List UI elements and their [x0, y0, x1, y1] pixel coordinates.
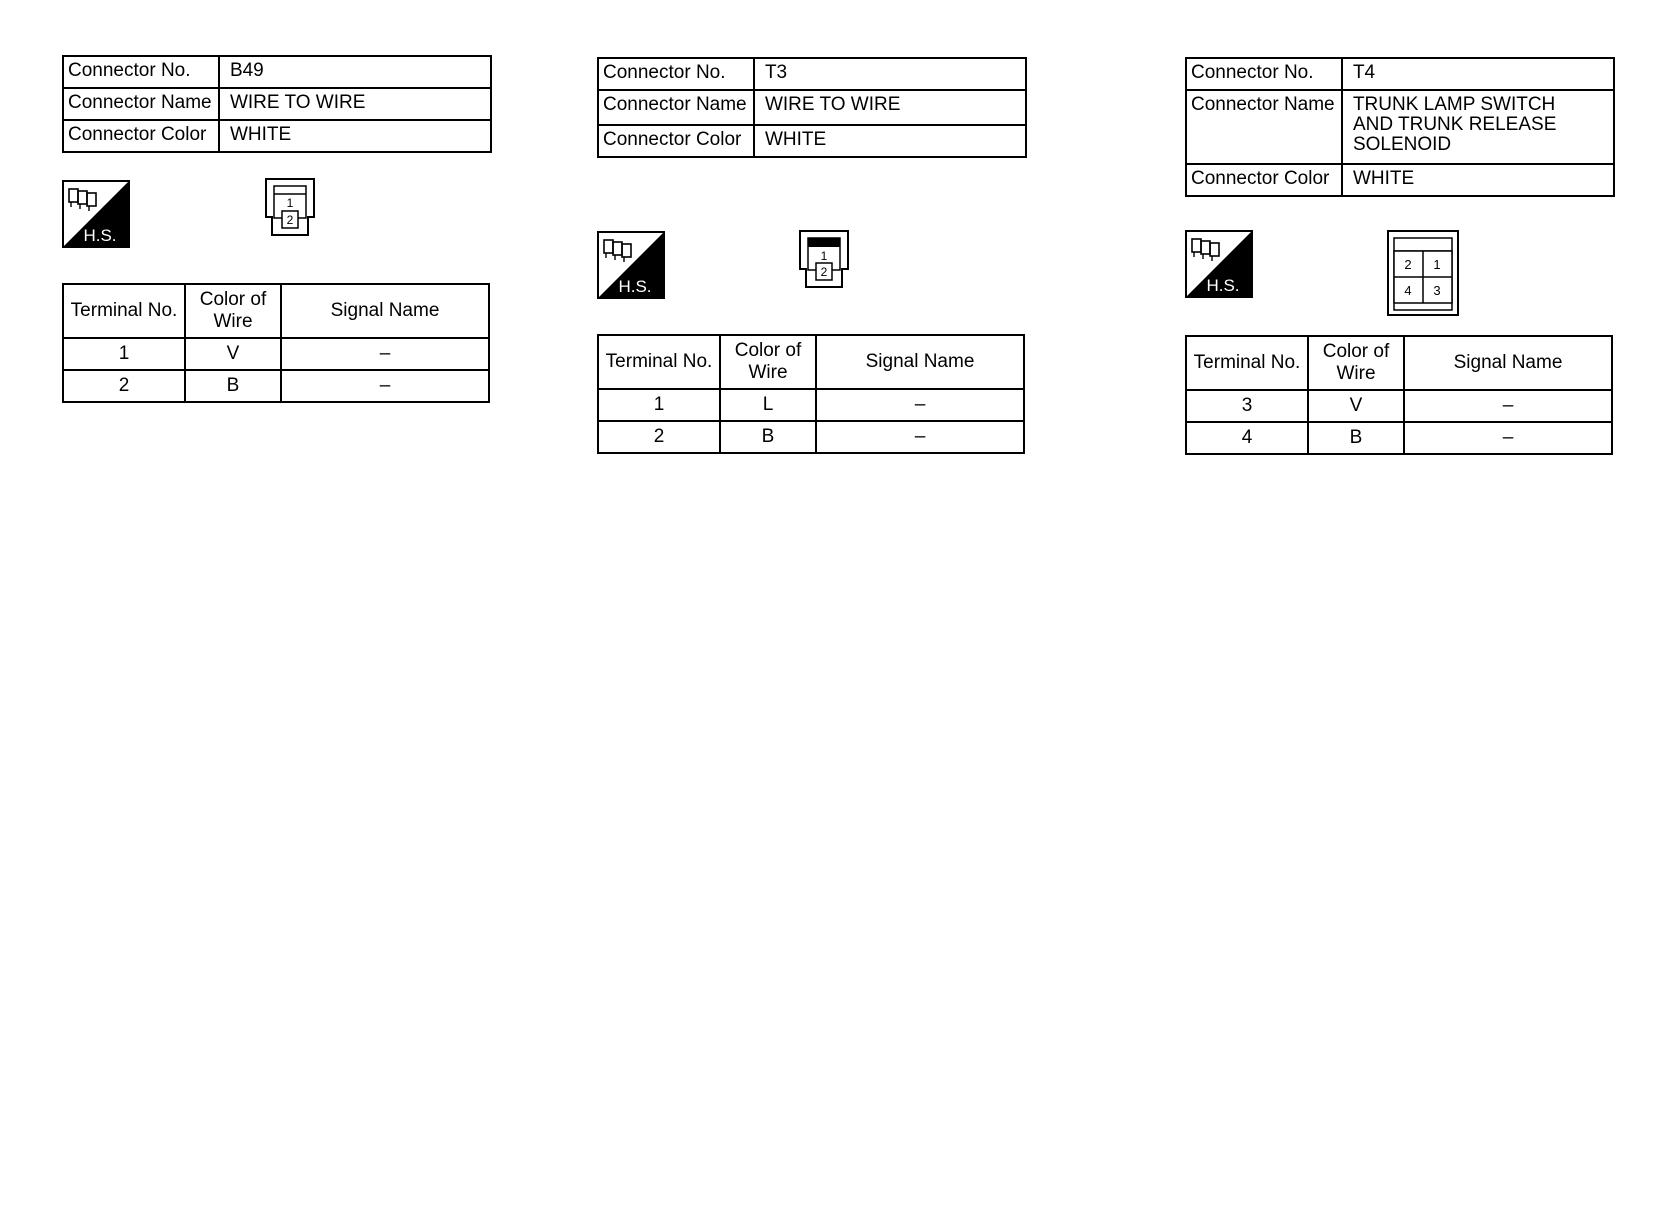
terminal-no-header: Terminal No.: [598, 335, 720, 389]
connector-name-value: WIRE TO WIRE: [219, 88, 491, 120]
connector-color-row: [598, 125, 1026, 157]
terminal-table: [1185, 335, 1613, 455]
connector-block-b49: [62, 55, 492, 415]
connector-name-row: [63, 88, 491, 120]
connector-face-diagram: [798, 229, 850, 289]
hs-label: H.S.: [1206, 276, 1240, 295]
terminal-table: [62, 283, 490, 403]
connector-name-value: TRUNK LAMP SWITCH AND TRUNK RELEASE SOLENOID: [1342, 90, 1614, 164]
pin-label: 4: [1404, 283, 1412, 298]
connector-color-label: Connector Color: [1186, 164, 1342, 196]
connector-name-row: [1186, 90, 1614, 164]
signal-name-cell: –: [1404, 422, 1612, 454]
terminal-no-cell: 2: [598, 421, 720, 453]
table-row: [63, 338, 489, 370]
table-row: [1186, 422, 1612, 454]
connector-name-label: Connector Name: [1186, 90, 1342, 164]
terminal-table: [597, 334, 1025, 454]
signal-name-header: Signal Name: [281, 284, 489, 338]
connector-color-value: WHITE: [1342, 164, 1614, 196]
pin-label: 2: [820, 265, 828, 279]
wire-color-header: Color of Wire: [185, 284, 281, 338]
pin-label: 2: [1404, 257, 1412, 272]
pin-label: 2: [286, 213, 294, 227]
connector-color-value: WHITE: [754, 125, 1026, 157]
harness-side-icon: [62, 180, 130, 248]
connector-face-diagram: [264, 177, 316, 237]
terminal-no-cell: 4: [1186, 422, 1308, 454]
connector-no-row: [63, 56, 491, 88]
pin-label: 1: [286, 196, 294, 210]
table-row: [598, 389, 1024, 421]
terminal-no-cell: 1: [598, 389, 720, 421]
connector-no-label: Connector No.: [63, 56, 219, 88]
terminal-no-cell: 3: [1186, 390, 1308, 422]
harness-side-icon: [1185, 230, 1253, 298]
connector-color-row: [1186, 164, 1614, 196]
signal-name-cell: –: [281, 370, 489, 402]
table-row: [1186, 390, 1612, 422]
hs-label: H.S.: [83, 226, 117, 245]
wire-color-cell: B: [720, 421, 816, 453]
connector-no-row: [598, 58, 1026, 90]
connector-face-diagram: [1387, 230, 1459, 316]
connector-no-row: [1186, 58, 1614, 90]
wire-color-header: Color of Wire: [720, 335, 816, 389]
connector-name-label: Connector Name: [598, 90, 754, 125]
connector-name-label: Connector Name: [63, 88, 219, 120]
terminal-header-row: [63, 284, 489, 338]
terminal-no-cell: 1: [63, 338, 185, 370]
connector-no-label: Connector No.: [1186, 58, 1342, 90]
terminal-header-row: [1186, 336, 1612, 390]
connector-color-label: Connector Color: [63, 120, 219, 152]
connector-color-row: [63, 120, 491, 152]
connector-info-table: [62, 55, 492, 153]
connector-name-row: [598, 90, 1026, 125]
connector-color-label: Connector Color: [598, 125, 754, 157]
pin-label: 3: [1433, 283, 1441, 298]
hs-label: H.S.: [618, 277, 652, 296]
wire-color-cell: V: [185, 338, 281, 370]
connector-info-table: [1185, 57, 1615, 197]
signal-name-header: Signal Name: [816, 335, 1024, 389]
table-row: [63, 370, 489, 402]
terminal-no-header: Terminal No.: [1186, 336, 1308, 390]
wire-color-header: Color of Wire: [1308, 336, 1404, 390]
connector-block-t3: [597, 57, 1027, 457]
harness-side-icon: [597, 231, 665, 299]
signal-name-cell: –: [1404, 390, 1612, 422]
pin-label: 1: [820, 249, 828, 263]
table-row: [598, 421, 1024, 453]
pin-label: 1: [1433, 257, 1441, 272]
terminal-header-row: [598, 335, 1024, 389]
signal-name-cell: –: [816, 389, 1024, 421]
wire-color-cell: V: [1308, 390, 1404, 422]
connector-no-label: Connector No.: [598, 58, 754, 90]
connector-name-value: WIRE TO WIRE: [754, 90, 1026, 125]
signal-name-cell: –: [281, 338, 489, 370]
connector-block-t4: [1185, 57, 1615, 457]
connector-no-value: B49: [219, 56, 491, 88]
wire-color-cell: L: [720, 389, 816, 421]
terminal-no-cell: 2: [63, 370, 185, 402]
connector-info-table: [597, 57, 1027, 158]
connector-no-value: T3: [754, 58, 1026, 90]
connector-color-value: WHITE: [219, 120, 491, 152]
wire-color-cell: B: [1308, 422, 1404, 454]
signal-name-header: Signal Name: [1404, 336, 1612, 390]
connector-no-value: T4: [1342, 58, 1614, 90]
signal-name-cell: –: [816, 421, 1024, 453]
terminal-no-header: Terminal No.: [63, 284, 185, 338]
wire-color-cell: B: [185, 370, 281, 402]
